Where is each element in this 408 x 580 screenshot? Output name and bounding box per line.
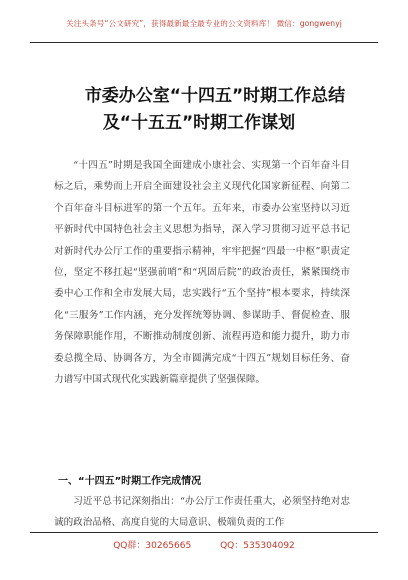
- footer-qq-contact: QQ：535304092: [220, 541, 295, 551]
- document-body-continued: [54, 491, 350, 534]
- body-paragraph: “十四五”时期是我国全面建成小康社会、实现第一个百年奋斗目标之后，乘势而上开启全面建设社会主义现代化国家新征程、向第二个百年奋斗目标进军的第一个五年。五年来，市委办公室坚持以习近平新时代中国特色社会主义思想为指导，深入学习贯彻习近平总书记对新时代办公厅工作的重要指示精神，牢牢把握“四最一中枢”职责定位，坚定不移扛起“坚强前哨”和“巩固后院”的政治责任，紧紧围绕市委中心工作和全市发展大局，忠实践行“五个坚持”根本要求，持续深化“三服务”工作内涵，充分发挥统筹协调、参谋助手、督促检查、服务保障职能作用，不断推动制度创新、流程再造和能力提升，助力市委总揽全局、协调各方，为全市圆满完成“十四五”规划目标任务、奋力谱写中国式现代化实践新篇章提供了坚强保障。: [54, 160, 350, 386]
- document-body: [54, 155, 350, 390]
- section-heading: 一、“十四五”时期工作完成情况: [58, 476, 202, 487]
- footer-divider: [30, 532, 378, 533]
- header-note: 关注头条号“公文研究”，获得最新最全最专业的公文资料库！ 微信：gongwenyj: [66, 19, 342, 28]
- body-paragraph-2: 习近平总书记深刻指出：“办公厅工作责任重大，必须坚持绝对忠诚的政治品格、高度自觉的大局意识、极端负责的工作: [54, 496, 350, 529]
- footer-qq-group: QQ群：30265665: [113, 541, 192, 551]
- document-title-line-1: 市委办公室“十四五”时期工作总结: [84, 86, 346, 106]
- header-divider: [30, 42, 378, 43]
- footer: [0, 538, 408, 551]
- document-title-line-2: 及“十五五”时期工作谋划: [102, 113, 296, 133]
